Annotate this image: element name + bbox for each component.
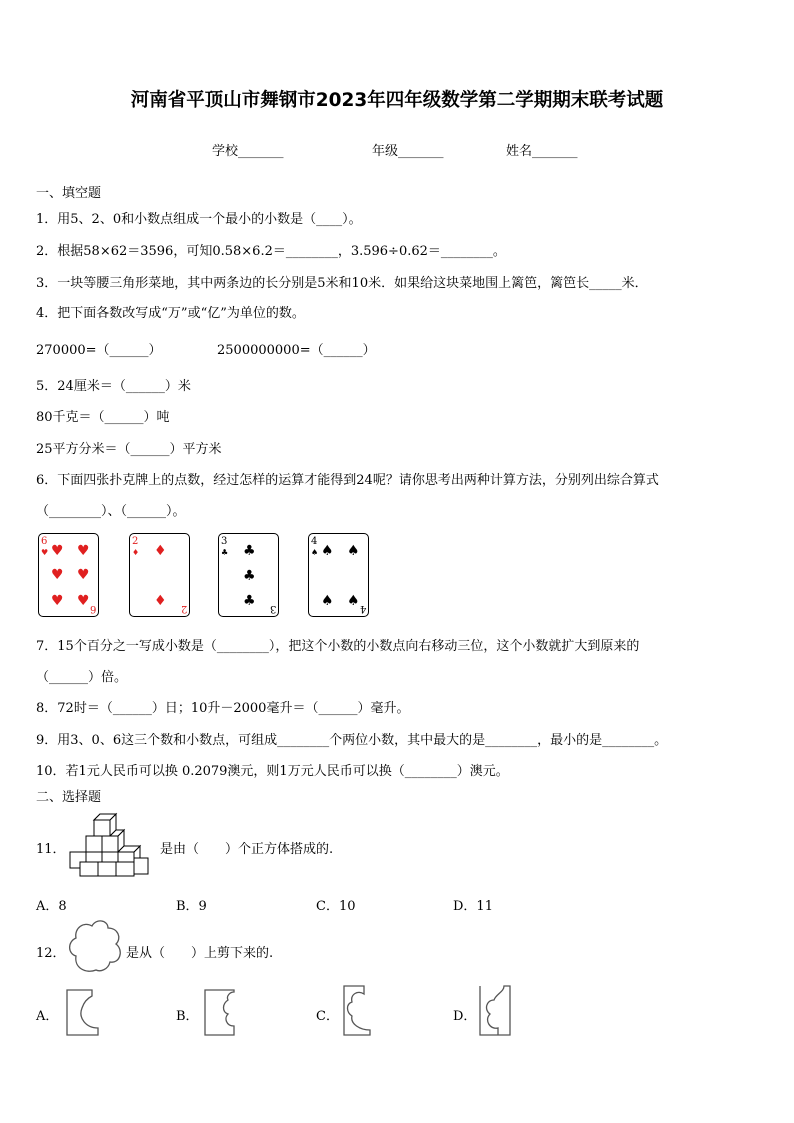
card-rank: 2	[132, 536, 139, 547]
question-10: 10．若1元人民币可以换 0.2079澳元，则1万元人民币可以换（________）澳元。	[36, 764, 509, 779]
card-rank: 3	[269, 603, 276, 614]
club-icon: ♣	[243, 568, 256, 584]
card-rank: 6	[89, 603, 96, 614]
question-4-part-b: 2500000000=（______）	[217, 343, 376, 358]
card-rank: 4	[311, 536, 318, 547]
heart-icon: ♥	[51, 593, 64, 609]
playing-card-6-hearts	[38, 533, 99, 617]
heart-icon: ♥	[77, 543, 90, 559]
club-icon: ♣	[243, 543, 256, 559]
card-rank: 3	[221, 536, 228, 547]
spade-icon: ♠	[321, 593, 334, 609]
option-b: B．	[176, 1009, 199, 1024]
cube-stack-figure	[66, 806, 152, 878]
grade-field: 年级_______	[372, 144, 444, 159]
section-fill-heading: 一、填空题	[36, 186, 102, 201]
question-1: 1．用5、2、0和小数点组成一个最小的小数是（____）。	[36, 212, 362, 227]
question-2: 2．根据58×62＝3596，可知0.58×6.2＝________，3.596÷0.62＝________。	[36, 244, 506, 259]
spade-icon: ♠	[311, 548, 319, 557]
question-6-answer-line: （________）、（______）。	[36, 504, 186, 519]
option-a: A．	[36, 1009, 59, 1024]
spade-icon: ♠	[347, 543, 360, 559]
page-title: 河南省平顶山市舞钢市2023年四年级数学第二学期期末联考试题	[130, 90, 664, 111]
heart-icon: ♥	[77, 593, 90, 609]
card-rank: 6	[41, 536, 48, 547]
card-rank: 4	[359, 603, 366, 614]
question-5-part-c: 25平方分米＝（______）平方米	[36, 442, 222, 457]
name-field: 姓名_______	[506, 144, 578, 159]
option-c: C．	[316, 1009, 339, 1024]
diamond-icon: ♦	[154, 593, 167, 609]
question-4: 4．把下面各数改写成“万”或“亿”为单位的数。	[36, 306, 305, 321]
cutout-c-figure	[338, 984, 378, 1038]
option-c: C．10	[316, 899, 356, 914]
question-12-text: 是从（ ）上剪下来的.	[126, 946, 274, 961]
spade-icon: ♠	[321, 543, 334, 559]
option-d: D．	[453, 1009, 477, 1024]
heart-icon: ♥	[41, 548, 49, 557]
question-9: 9．用3、0、6这三个数和小数点，可组成________个两位小数，其中最大的是________，最小的是________。	[36, 733, 668, 748]
card-rank: 2	[180, 603, 187, 614]
heart-icon: ♥	[51, 567, 64, 583]
diamond-icon: ♦	[154, 543, 167, 559]
question-11-text: 是由（ ）个正方体搭成的.	[160, 842, 334, 857]
playing-card-3-clubs	[218, 533, 279, 617]
cutout-d-figure	[476, 984, 516, 1038]
option-b: B．9	[176, 899, 207, 914]
section-choice-heading: 二、选择题	[36, 790, 102, 805]
spade-icon: ♠	[347, 593, 360, 609]
playing-card-4-spades	[308, 533, 369, 617]
cloud-shape-figure	[68, 918, 124, 976]
question-6: 6．下面四张扑克牌上的点数，经过怎样的运算才能得到24呢？请你思考出两种计算方法，分别列出综合算式	[36, 473, 659, 488]
club-icon: ♣	[221, 548, 229, 557]
heart-icon: ♥	[51, 543, 64, 559]
option-a: A．8	[36, 899, 67, 914]
heart-icon: ♥	[77, 567, 90, 583]
club-icon: ♣	[243, 593, 256, 609]
question-11-number: 11．	[36, 842, 66, 857]
question-12-number: 12．	[36, 946, 66, 961]
question-7-answer-line: （______）倍。	[36, 670, 128, 685]
cutout-b-figure	[200, 988, 240, 1038]
diamond-icon: ♦	[132, 548, 140, 557]
playing-card-2-diamonds	[129, 533, 190, 617]
question-3: 3．一块等腰三角形菜地，其中两条边的长分别是5米和10米．如果给这块菜地围上篱笆，篱笆长_____米．	[36, 276, 648, 291]
question-5-part-a: 5．24厘米＝（______）米	[36, 379, 191, 394]
option-d: D．11	[453, 899, 493, 914]
question-4-part-a: 270000=（______）	[36, 343, 162, 358]
school-field: 学校_______	[212, 144, 284, 159]
question-8: 8．72时＝（______）日；10升－2000毫升＝（______）毫升。	[36, 701, 410, 716]
question-5-part-b: 80千克＝（______）吨	[36, 410, 170, 425]
cutout-a-figure	[62, 988, 102, 1038]
question-7: 7．15个百分之一写成小数是（________），把这个小数的小数点向右移动三位，这个小数就扩大到原来的	[36, 639, 640, 654]
